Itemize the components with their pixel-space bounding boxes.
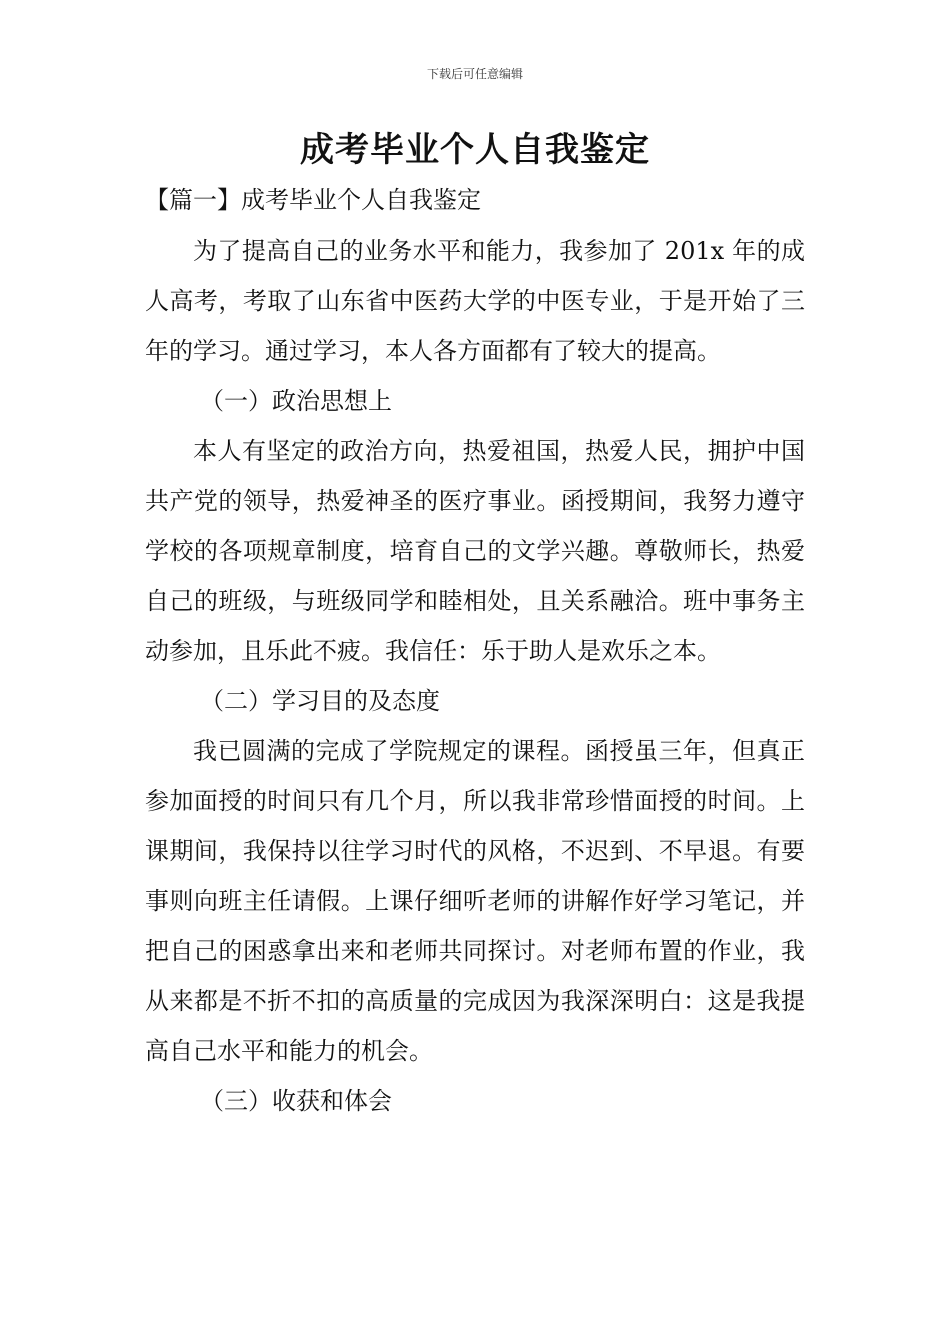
subheading-politics: （一）政治思想上 — [200, 387, 392, 415]
subheading-gains: （三）收获和体会 — [200, 1087, 392, 1115]
document-body — [145, 226, 805, 1126]
header-note: 下载后可任意编辑 — [426, 67, 523, 81]
paragraph-intro: 为了提高自己的业务水平和能力，我参加了 201x 年的成人高考，考取了山东省中医药大学的中医专业，于是开始了三年的学习。通过学习，本人各方面都有了较大的提高。 — [145, 237, 805, 365]
page-title: 成考毕业个人自我鉴定 — [300, 130, 650, 170]
subheading-study: （二）学习目的及态度 — [200, 687, 440, 715]
section-heading: 【篇一】成考毕业个人自我鉴定 — [145, 186, 481, 214]
paragraph-politics: 本人有坚定的政治方向，热爱祖国，热爱人民，拥护中国共产党的领导，热爱神圣的医疗事业。函授期间，我努力遵守学校的各项规章制度，培育自己的文学兴趣。尊敬师长，热爱自己的班级，与班级同学和睦相处，且关系融洽。班中事务主动参加，且乐此不疲。我信任：乐于助人是欢乐之本。 — [145, 437, 805, 665]
paragraph-study: 我已圆满的完成了学院规定的课程。函授虽三年，但真正参加面授的时间只有几个月，所以我非常珍惜面授的时间。上课期间，我保持以往学习时代的风格，不迟到、不早退。有要事则向班主任请假。上课仔细听老师的讲解作好学习笔记，并把自己的困惑拿出来和老师共同探讨。对老师布置的作业，我从来都是不折不扣的高质量的完成因为我深深明白：这是我提高自己水平和能力的机会。 — [145, 737, 805, 1065]
